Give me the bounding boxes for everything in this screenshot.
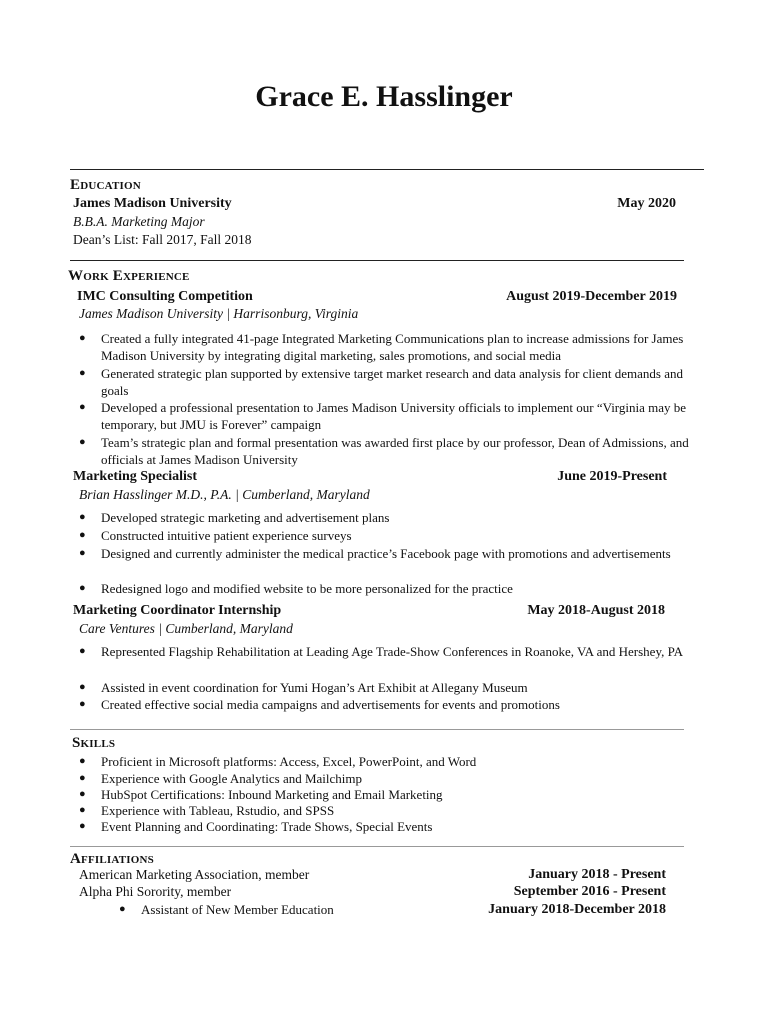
list-item: ● Generated strategic plan supported by extensive target market research and data analysis for client demands and goals <box>79 366 684 398</box>
job-title: IMC Consulting Competition <box>77 289 253 304</box>
affiliation-date: September 2016 - Present <box>513 884 666 899</box>
list-item: ● Assisted in event coordination for Yumi Hogan’s Art Exhibit at Allegany Museum <box>79 680 528 695</box>
skills-heading: Skills <box>72 735 116 751</box>
list-item: ● Event Planning and Coordinating: Trade Shows, Special Events <box>79 819 433 834</box>
list-item: ● Designed and currently administer the medical practice’s Facebook page with promotions and advertisements <box>79 546 671 561</box>
job-date: May 2018-August 2018 <box>527 603 665 618</box>
job-date: June 2019-Present <box>557 469 667 484</box>
list-item: ● Redesigned logo and modified website to be more personalized for the practice <box>79 581 513 596</box>
list-item: ● Proficient in Microsoft platforms: Access, Excel, PowerPoint, and Word <box>79 754 477 769</box>
affiliations-heading: Affiliations <box>70 851 154 867</box>
list-item: ● Developed a professional presentation to James Madison University officials to implement our “Virginia may be temporary, but JMU is Forever” campaign <box>79 400 687 432</box>
list-item: ● Assistant of New Member Education <box>119 902 334 917</box>
skills-divider <box>70 846 684 847</box>
list-item: ● Represented Flagship Rehabilitation at Leading Age Trade-Show Conferences in Roanoke, VA and Hershey, PA <box>79 644 684 659</box>
job-title: Marketing Specialist <box>73 469 198 484</box>
job-date: August 2019-December 2019 <box>506 289 677 304</box>
job-title: Marketing Coordinator Internship <box>73 603 282 618</box>
list-item: ● Created a fully integrated 41-page Integrated Marketing Communications plan to increase admissions for James Madison University by integrating digital marketing, sales promotions, and social media <box>79 331 684 363</box>
list-item: ● Team’s strategic plan and formal presentation was awarded first place by our professor, Dean of Admissions, and officials at James Madison University <box>79 435 689 467</box>
resume-name: Grace E. Hasslinger <box>255 80 513 113</box>
job-org: Care Ventures | Cumberland, Maryland <box>79 621 293 636</box>
job-org: James Madison University | Harrisonburg, Virginia <box>79 306 359 321</box>
education-heading: Education <box>70 177 141 193</box>
header-divider <box>70 169 704 170</box>
work-divider <box>70 729 684 730</box>
education-degree: B.B.A. Marketing Major <box>73 214 205 229</box>
education-divider <box>70 260 684 261</box>
affiliation-date: January 2018-December 2018 <box>488 902 666 917</box>
affiliation-label: Alpha Phi Sorority, member <box>79 884 232 899</box>
education-date: May 2020 <box>617 196 676 211</box>
education-school: James Madison University <box>73 196 232 211</box>
list-item: ● Developed strategic marketing and advertisement plans <box>79 510 390 525</box>
list-item: ● HubSpot Certifications: Inbound Marketing and Email Marketing <box>79 787 443 802</box>
job-org: Brian Hasslinger M.D., P.A. | Cumberland, Maryland <box>79 487 370 502</box>
affiliation-label: American Marketing Association, member <box>79 867 310 882</box>
work-heading: Work Experience <box>68 268 190 284</box>
list-item: ● Experience with Tableau, Rstudio, and SPSS <box>79 803 335 818</box>
education-honors: Dean’s List: Fall 2017, Fall 2018 <box>73 232 252 247</box>
list-item: ● Created effective social media campaigns and advertisements for events and promotions <box>79 697 560 712</box>
affiliation-date: January 2018 - Present <box>528 867 666 882</box>
list-item: ● Experience with Google Analytics and Mailchimp <box>79 771 363 786</box>
list-item: ● Constructed intuitive patient experience surveys <box>79 528 352 543</box>
